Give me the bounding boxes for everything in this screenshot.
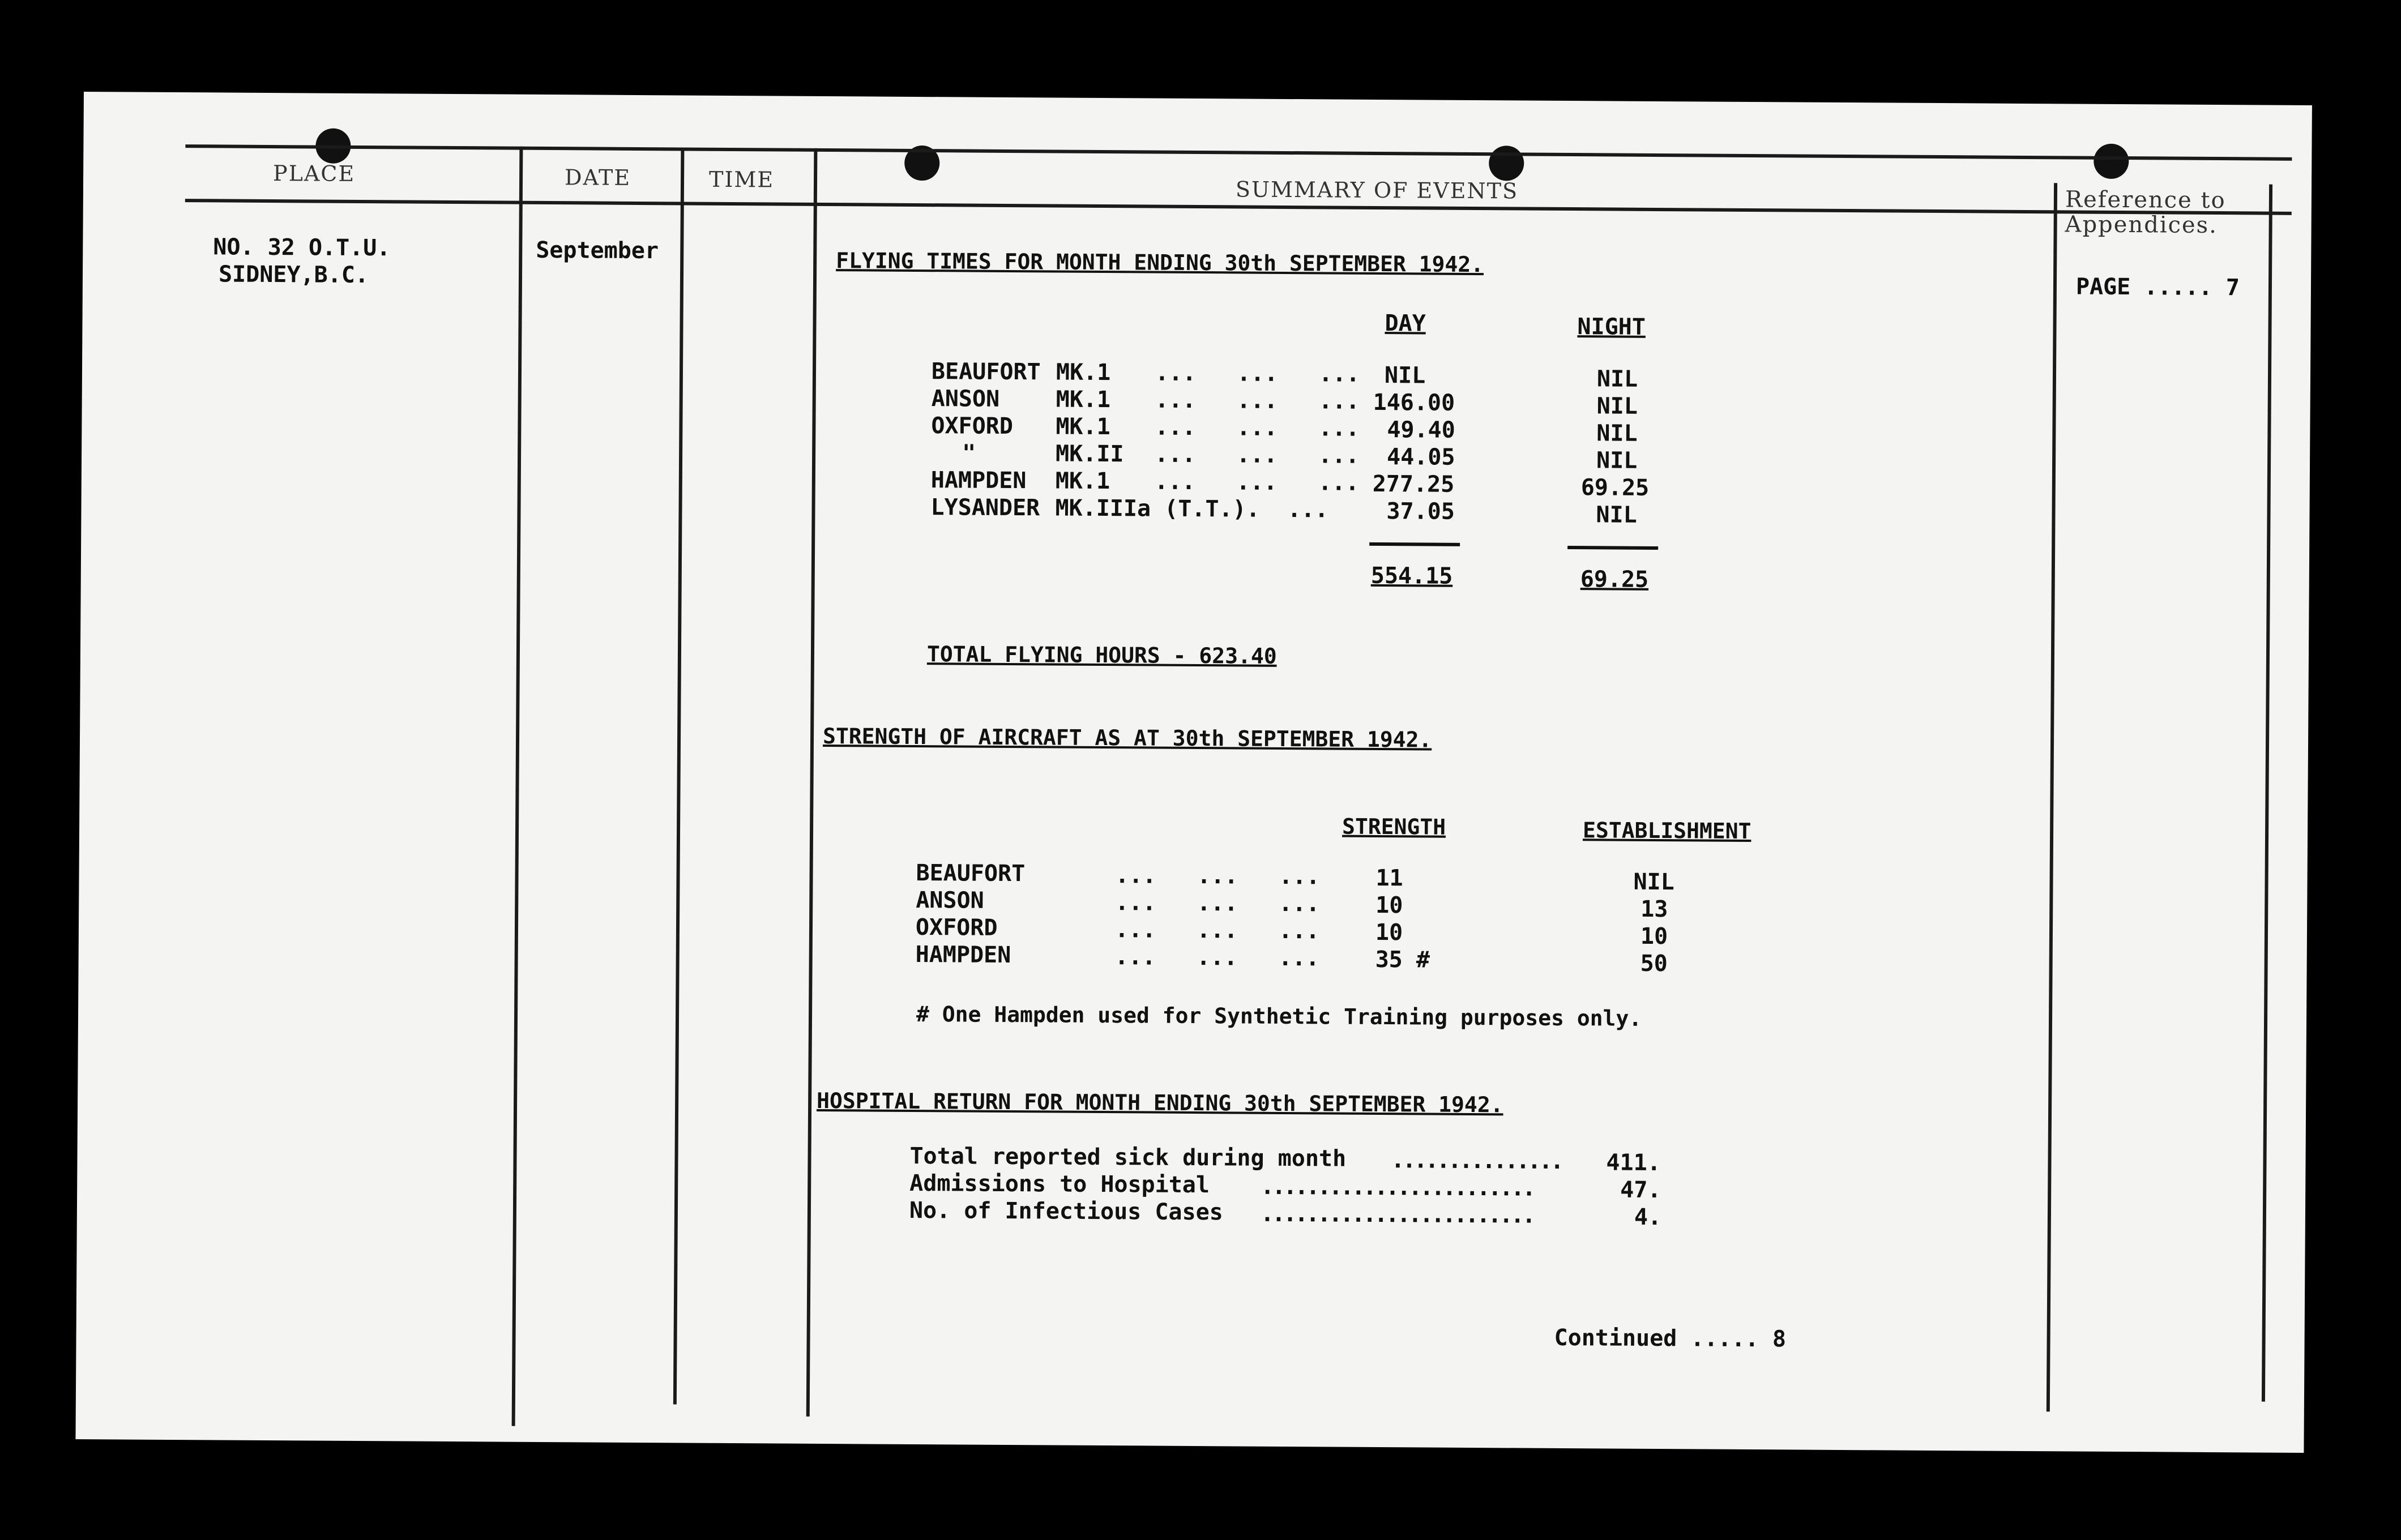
flying-aircraft: OXFORD [931,413,1014,440]
flying-night: NIL [1596,366,1638,392]
punch-hole-3 [1489,146,1524,181]
col-day: DAY [1385,310,1426,337]
flying-night: 69.25 [1580,474,1650,501]
flying-night: NIL [1596,393,1638,420]
strength-value: 35 # [1375,946,1430,973]
hospital-dots: ............... [1391,1147,1562,1174]
flying-day: 146.00 [1373,389,1455,416]
flying-mark: MK.II [1055,440,1124,468]
hospital-label: Total reported sick during month [909,1143,1347,1172]
flying-mark: MK.IIIa (T.T.). [1055,495,1260,523]
flying-aircraft: HAMPDEN [930,467,1027,494]
hospital-heading: HOSPITAL RETURN FOR MONTH ENDING 30th SEPTEMBER 1942. [817,1088,1503,1118]
strength-aircraft: HAMPDEN [915,942,1011,969]
col-strength: STRENGTH [1342,814,1446,840]
flying-dots: ... ... ... [1155,414,1360,442]
flying-day: NIL [1384,362,1426,389]
place-unit: NO. 32 O.T.U. [213,234,391,262]
strength-dots: ... ... ... [1114,944,1320,972]
header-place: PLACE [272,161,356,186]
flying-day: 49.40 [1387,417,1455,443]
total-flying-hours: TOTAL FLYING HOURS - 623.40 [926,641,1277,669]
establishment-value: 10 [1640,923,1668,950]
column-divider-date-time [673,147,685,1404]
strength-dots: ... ... ... [1115,889,1320,917]
strength-dots: ... ... ... [1114,917,1320,944]
flying-mark: MK.1 [1056,359,1111,386]
day-total-rule [1369,542,1460,546]
diary-page [75,92,2312,1453]
header-top-rule [185,144,2292,161]
strength-value: 10 [1375,919,1403,946]
strength-aircraft: BEAUFORT [916,860,1026,887]
day-total: 554.15 [1370,562,1453,589]
hospital-label: No. of Infectious Cases [909,1197,1223,1226]
flying-times-heading: FLYING TIMES FOR MONTH ENDING 30th SEPTEMBER 1942. [836,248,1484,277]
strength-value: 10 [1375,892,1403,919]
flying-aircraft: ANSON [931,386,1000,412]
flying-mark: MK.1 [1055,468,1110,495]
header-reference-2: Appendices. [2065,211,2218,239]
flying-aircraft: LYSANDER [930,494,1040,521]
hospital-dots: ........................ [1261,1173,1534,1201]
header-date: DATE [564,165,631,190]
flying-aircraft: " [962,440,976,467]
strength-aircraft: ANSON [916,887,984,914]
flying-mark: MK.1 [1056,386,1111,413]
header-reference-1: Reference to [2065,186,2226,214]
night-total-rule [1567,546,1658,550]
header-summary: SUMMARY OF EVENTS [1235,177,1519,204]
strength-aircraft: OXFORD [915,914,998,941]
flying-dots: ... [1287,496,1328,523]
strength-value: 11 [1375,865,1403,892]
page-reference: PAGE ..... 7 [2075,273,2240,301]
column-divider-place-date [512,147,523,1426]
flying-night: NIL [1596,502,1637,528]
night-total: 69.25 [1580,566,1649,593]
hospital-value: 47. [1620,1177,1661,1204]
hospital-value: 4. [1634,1204,1662,1231]
flying-dots: ... ... ... [1154,468,1360,496]
column-divider-time-summary [806,148,818,1417]
flying-night: NIL [1596,447,1638,474]
col-establishment: ESTABLISHMENT [1582,818,1751,844]
hospital-value: 411. [1606,1149,1661,1177]
continued-note: Continued ..... 8 [1554,1324,1787,1353]
flying-aircraft: BEAUFORT [931,358,1041,386]
entry-date: September [536,237,659,264]
flying-dots: ... ... ... [1154,441,1360,469]
column-right-border [2262,185,2272,1402]
col-night: NIGHT [1577,314,1646,340]
hampden-footnote: # One Hampden used for Synthetic Training purposes only. [916,1002,1642,1031]
establishment-value: 50 [1640,950,1668,977]
hospital-dots: ........................ [1260,1200,1534,1229]
place-location: SIDNEY,B.C. [218,261,369,289]
flying-dots: ... ... ... [1155,387,1360,414]
punch-hole-4 [2094,144,2129,179]
establishment-value: NIL [1633,869,1674,896]
flying-day: 277.25 [1372,470,1455,498]
header-time: TIME [708,166,775,192]
column-divider-summary-reference [2047,183,2057,1411]
strength-heading: STRENGTH OF AIRCRAFT AS AT 30th SEPTEMBER 1942. [822,723,1432,752]
establishment-value: 13 [1640,896,1668,923]
flying-night: NIL [1596,420,1638,447]
hospital-label: Admissions to Hospital [909,1170,1210,1199]
flying-mark: MK.1 [1056,413,1110,440]
flying-dots: ... ... ... [1155,360,1360,387]
flying-day: 37.05 [1386,498,1455,525]
strength-dots: ... ... ... [1115,862,1320,890]
flying-day: 44.05 [1386,444,1455,470]
